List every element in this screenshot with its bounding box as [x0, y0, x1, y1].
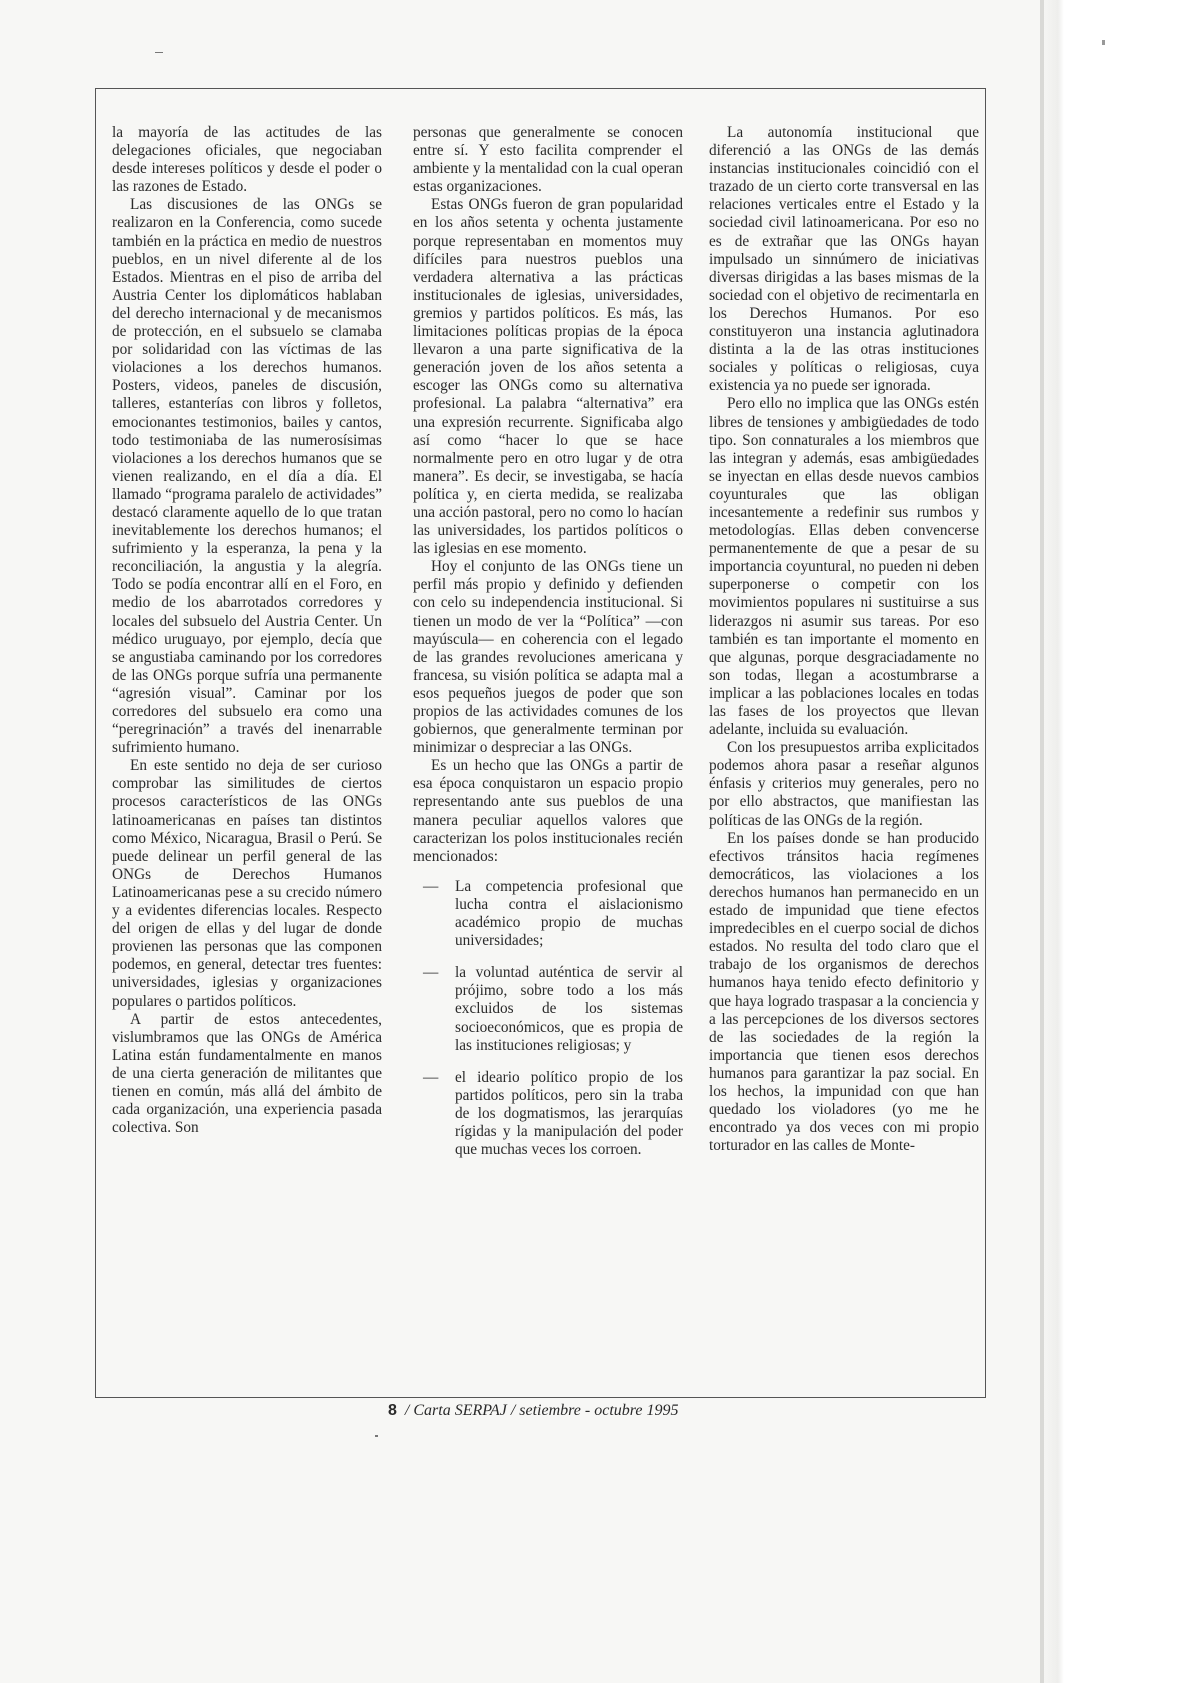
col1-paragraph-4: A partir de estos antecedentes, vislumbramos que las ONGs de América Latina están fundamentalmente en manos de una cierta generación de militantes que tienen en común, más allá del ámbito de cada organización, una experiencia pasada colectiva. Son [112, 1010, 382, 1137]
col1-paragraph-3: En este sentido no deja de ser curioso comprobar las similitudes de ciertos procesos característicos de las ONGs latinoamericanas en países tan distintos como México, Nicaragua, Brasil o Perú. Se puede delinear un perfil general de las ONGs de Derechos Humanos Latinoamericanas pese a su crecido número y a evidentes diferencias locales. Respecto del origen de ellas y del lugar de donde provienen las personas que las componen podemos, en general, detectar tres fuentes: universidades, iglesias y organizaciones populares o partidos políticos. [112, 757, 382, 1010]
list-item: — el ideario político propio de los partidos políticos, pero sin la traba de los dogmatismos, las jerarquías rígidas y la manipulación del poder que muchas veces los corroen. [423, 1068, 683, 1159]
page-edge-shadow [1040, 0, 1044, 1683]
list-item: — La competencia profesional que lucha contra el aislacionismo académico propio de muchas universidades; [423, 877, 683, 950]
bullet-list [413, 878, 683, 1159]
scan-speck [375, 1435, 378, 1437]
publication-info: / Carta SERPAJ / setiembre - octubre 1995 [404, 1402, 679, 1419]
col2-paragraph-3: Hoy el conjunto de las ONGs tiene un perfil más propio y definido y defienden con celo su independencia institucional. Si tienen un modo de ver la “Política” —con mayúscula— en coherencia con el legado de las grandes revoluciones americana y francesa, su visión política se adapta mal a esos pequeños juegos de poder que son propios de las actividades comunes de los gobiernos, que generalmente terminan por minimizar o despreciar a las ONGs. [413, 558, 683, 757]
scan-speck [1102, 40, 1105, 45]
col2-paragraph-4: Es un hecho que las ONGs a partir de esa época conquistaron un espacio propio representando ante sus pueblos de una manera peculiar aquellos valores que caracterizan los polos institucionales recién mencionados: [413, 757, 683, 865]
col3-paragraph-1: La autonomía institucional que diferenció a las ONGs de las demás instancias institucionales coincidió con el trazado de un cierto corte transversal en las relaciones verticales entre el Estado y la sociedad civil latinoamericana. Por eso no es de extrañar que las ONGs hayan impulsado un sinnúmero de iniciativas diversas dirigidas a las bases mismas de la sociedad con el objetivo de recimentarla en los Derechos Humanos. Por eso constituyeron una instancia aglutinadora distinta a la de las otras instituciones sociales y políticas o religiosas, cuya existencia ya no puede ser ignorada. [709, 124, 979, 395]
dash-marker: — [423, 964, 439, 982]
page-footer [388, 1402, 748, 1420]
scan-speck [155, 52, 163, 53]
col2-paragraph-1: personas que generalmente se conocen entre sí. Y esto facilita comprender el ambiente y la mentalidad con la cual operan estas organizaciones. [413, 124, 683, 196]
column-3 [709, 124, 979, 1155]
list-item: — la voluntad auténtica de servir al prójimo, sobre todo a los más excluidos de los sistemas socioeconómicos, que es propia de las instituciones religiosas; y [423, 964, 683, 1054]
col3-paragraph-4: En los países donde se han producido efectivos tránsitos hacia regímenes democráticos, las violaciones a los derechos humanos han permanecido en un estado de impunidad que tiene efectos impredecibles en el cuerpo social de dichos estados. No resulta del todo claro que el trabajo de los organismos de derechos humanos haya tenido efecto definitorio y que haya logrado traspasar a la conciencia y a las percepciones de los diversos sectores de las sociedades de la región la importancia que tienen esos derechos humanos para garantizar la paz social. En los hechos, la impunidad con que han quedado los violadores (yo me he encontrado ya dos veces con mi propio torturador en las calles de Monte- [709, 829, 979, 1155]
dash-marker: — [423, 1068, 439, 1086]
page-edge [1040, 0, 1190, 1683]
page-number: 8 [388, 1402, 397, 1419]
dash-marker: — [423, 877, 439, 895]
col2-paragraph-2: Estas ONGs fueron de gran popularidad en los años setenta y ochenta justamente porque representaban en momentos muy difíciles para nuestros pueblos una verdadera alternativa a las prácticas institucionales de iglesias, universidades, gremios y partidos políticos. Es más, las limitaciones políticas propias de la época llevaron a una parte significativa de la generación joven de los años setenta a escoger las ONGs como su alternativa profesional. La palabra “alternativa” era una expresión recurrente. Significaba algo así como “hacer lo que se hace normalmente pero en otro lugar y de otra manera”. Es decir, se investigaba, se hacía política y, en cierta medida, se realizaba una acción pastoral, pero no como lo hacían las universidades, los partidos políticos o las iglesias en ese momento. [413, 196, 683, 558]
col3-paragraph-2: Pero ello no implica que las ONGs estén libres de tensiones y ambigüedades de todo tipo. Son connaturales a los miembros que las integran y además, esas ambigüedades se inyectan en ellas desde nuevos cambios coyunturales que las obligan incesantemente a redefinir sus rumbos y metodologías. Ellas deben convencerse permanentemente de que a pesar de su importancia coyuntural, no pueden ni deben superponerse o competir con los movimientos populares ni sustituirse a sus liderazgos ni asumir sus tareas. Por eso también es tan importante el momento en que algunas, porque desgraciadamente no son todas, llegan a acostumbrarse a implicar a las poblaciones locales en todas las fases de los proyectos que llevan adelante, incluida su evaluación. [709, 395, 979, 739]
col1-paragraph-2: Las discusiones de las ONGs se realizaron en la Conferencia, como sucede también en la práctica en medio de nuestros pueblos, en un nivel diferente al de los Estados. Mientras en el piso de arriba del Austria Center los diplomáticos hablaban del derecho internacional y de mecanismos de protección, en el subsuelo se clamaba por solidaridad con las víctimas de las violaciones a los derechos humanos. Posters, videos, paneles de discusión, talleres, estanterías con libros y folletos, emocionantes testimonios, bailes y cantos, todo testimoniaba de las numerosísimas violaciones a los derechos humanos que se vienen realizando, en el día a día. El llamado “programa paralelo de actividades” destacó claramente aquello de lo que tratan inevitablemente los derechos humanos; el sufrimiento y la esperanza, la pena y la reconciliación, la angustia y la alegría. Todo se podía encontrar allí en el Foro, en medio de los abarrotados corredores y locales del subsuelo del Austria Center. Un médico uruguayo, por ejemplo, decía que se angustiaba caminando por los corredores de las ONGs porque sufría una permanente “agresión visual”. Caminar por los corredores del subsuelo era como una “peregrinación” a través del inenarrable sufrimiento humano. [112, 196, 382, 757]
col1-paragraph-1: la mayoría de las actitudes de las delegaciones oficiales, que negociaban desde intereses políticos y desde el poder o las razones de Estado. [112, 124, 382, 196]
column-1 [112, 124, 382, 1137]
col3-paragraph-3: Con los presupuestos arriba explicitados podemos ahora pasar a reseñar algunos énfasis y criterios muy generales, pero no por ello abstractos, que manifiestan las políticas de las ONGs de la región. [709, 739, 979, 829]
column-2 [413, 124, 683, 1173]
